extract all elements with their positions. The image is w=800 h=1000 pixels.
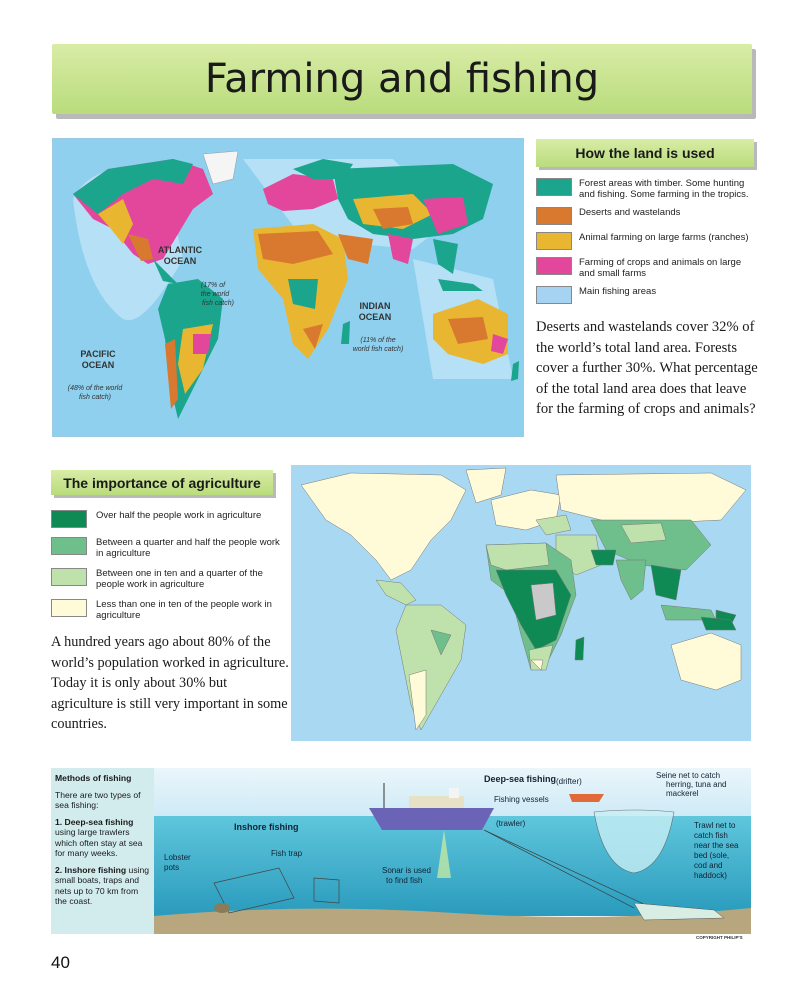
pacific-note-2: fish catch) bbox=[79, 394, 111, 401]
seine-label-2: herring, tuna and bbox=[666, 780, 727, 789]
legend-item-deserts bbox=[536, 207, 756, 225]
drifter-label: (drifter) bbox=[556, 777, 582, 786]
legend-item-over-half bbox=[51, 510, 283, 528]
pacific-note-1: (48% of the world bbox=[67, 385, 123, 392]
lobster-pot bbox=[214, 903, 230, 913]
legend-item-crops bbox=[536, 257, 756, 279]
sonar-label-2: to find fish bbox=[386, 876, 423, 885]
legend-label: Forest areas with timber. Some hunting and fishing. Some farming in the tropics. bbox=[579, 178, 749, 200]
agriculture-legend bbox=[51, 510, 283, 630]
inshore-text: using small boats, traps and nets up to 70 km from the coast. bbox=[55, 864, 150, 906]
fishing-scene-svg bbox=[154, 768, 751, 934]
legend-label: Animal farming on large farms (ranches) bbox=[579, 232, 749, 243]
deep-title: 1. Deep-sea fishing bbox=[55, 816, 134, 827]
inshore-label: Inshore fishing bbox=[234, 822, 299, 832]
trawl-label-1: Trawl net to bbox=[694, 821, 736, 830]
deep-sea-label: Deep-sea fishing bbox=[484, 774, 557, 784]
agriculture-map bbox=[291, 465, 751, 741]
land-use-heading: How the land is used bbox=[536, 139, 754, 167]
fishing-scene bbox=[154, 768, 751, 934]
drifter-boat bbox=[569, 794, 604, 802]
legend-swatch bbox=[536, 178, 572, 196]
trawl-label-4: bed (sole, bbox=[694, 851, 730, 860]
seine-label-3: mackerel bbox=[666, 789, 699, 798]
page-number: 40 bbox=[51, 953, 70, 972]
legend-swatch bbox=[51, 568, 87, 586]
trawl-label-6: haddock) bbox=[694, 871, 727, 880]
land-use-legend bbox=[536, 178, 756, 311]
page-title: Farming and fishing bbox=[204, 56, 600, 102]
fishing-deep bbox=[55, 817, 150, 859]
fishing-sidebar bbox=[51, 768, 154, 934]
pacific-label: PACIFIC bbox=[80, 349, 116, 359]
copyright-text: COPYRIGHT PHILIP'S bbox=[696, 935, 743, 940]
fish-trap-label: Fish trap bbox=[271, 849, 303, 858]
fishing-diagram bbox=[51, 768, 751, 934]
agriculture-heading: The importance of agriculture bbox=[51, 470, 273, 495]
atlantic-note-3: fish catch) bbox=[202, 300, 234, 307]
land-use-map-svg bbox=[53, 139, 523, 436]
legend-label: Between a quarter and half the people work in agriculture bbox=[96, 537, 280, 559]
lobster-label-1: Lobster bbox=[164, 853, 191, 862]
legend-item-quarter-half bbox=[51, 537, 283, 559]
land-use-map bbox=[52, 138, 524, 437]
trawl-label-5: cod and bbox=[694, 861, 723, 870]
fishing-inshore bbox=[55, 865, 150, 907]
legend-label: Over half the people work in agriculture bbox=[96, 510, 262, 521]
legend-swatch bbox=[536, 257, 572, 275]
legend-swatch bbox=[51, 537, 87, 555]
indian-label-2: OCEAN bbox=[358, 312, 392, 322]
indian-label: INDIAN bbox=[359, 301, 391, 311]
agriculture-map-svg bbox=[291, 465, 751, 741]
atlantic-note-1: (17% of bbox=[200, 282, 226, 289]
agriculture-paragraph: A hundred years ago about 80% of the world’s population worked in agriculture. Today it is only about 30% but agriculture is still very important in some countries. bbox=[51, 634, 289, 732]
seine-label-1: Seine net to catch bbox=[656, 771, 721, 780]
legend-swatch bbox=[536, 232, 572, 250]
fishing-vessels-label: Fishing vessels bbox=[494, 795, 549, 804]
legend-item-ranches bbox=[536, 232, 756, 250]
legend-swatch bbox=[536, 207, 572, 225]
legend-item-tenth-quarter bbox=[51, 568, 283, 590]
atlantic-label: ATLANTIC bbox=[157, 245, 203, 255]
legend-swatch bbox=[51, 510, 87, 528]
indian-note-1: (11% of the bbox=[360, 337, 396, 344]
atlantic-note-2: the world bbox=[200, 291, 230, 298]
fishing-sidebar-heading: Methods of fishing bbox=[55, 773, 132, 783]
pacific-label-2: OCEAN bbox=[81, 360, 115, 370]
legend-swatch bbox=[51, 599, 87, 617]
indian-note-2: world fish catch) bbox=[352, 346, 404, 353]
legend-label: Farming of crops and animals on large and small farms bbox=[579, 257, 742, 279]
trawler-label: (trawler) bbox=[496, 819, 526, 828]
legend-label: Deserts and wastelands bbox=[579, 207, 681, 218]
deep-text: using large trawlers which often stay at sea for many weeks. bbox=[55, 827, 143, 858]
fishing-intro: There are two types of sea fishing: bbox=[55, 789, 141, 810]
title-banner bbox=[52, 44, 752, 114]
legend-label: Between one in ten and a quarter of the people work in agriculture bbox=[96, 568, 263, 590]
legend-item-fishing bbox=[536, 286, 756, 304]
land-use-paragraph: Deserts and wastelands cover 32% of the world’s total land area. Forests cover a further 30%. What percentage of the total land area does that leave for the farming of crops and animals? bbox=[536, 319, 758, 417]
trawl-label-3: near the sea bbox=[694, 841, 739, 850]
sonar-label-1: Sonar is used bbox=[382, 866, 431, 875]
legend-label: Main fishing areas bbox=[579, 286, 657, 297]
legend-item-under-tenth bbox=[51, 599, 283, 621]
legend-swatch bbox=[536, 286, 572, 304]
legend-item-forest bbox=[536, 178, 756, 200]
atlantic-label-2: OCEAN bbox=[163, 256, 197, 266]
trawler-hull bbox=[369, 808, 494, 830]
lobster-label-2: pots bbox=[164, 863, 180, 872]
trawl-label-2: catch fish bbox=[694, 831, 728, 840]
legend-label: Less than one in ten of the people work in agriculture bbox=[96, 599, 272, 621]
inshore-title: 2. Inshore fishing bbox=[55, 864, 127, 875]
